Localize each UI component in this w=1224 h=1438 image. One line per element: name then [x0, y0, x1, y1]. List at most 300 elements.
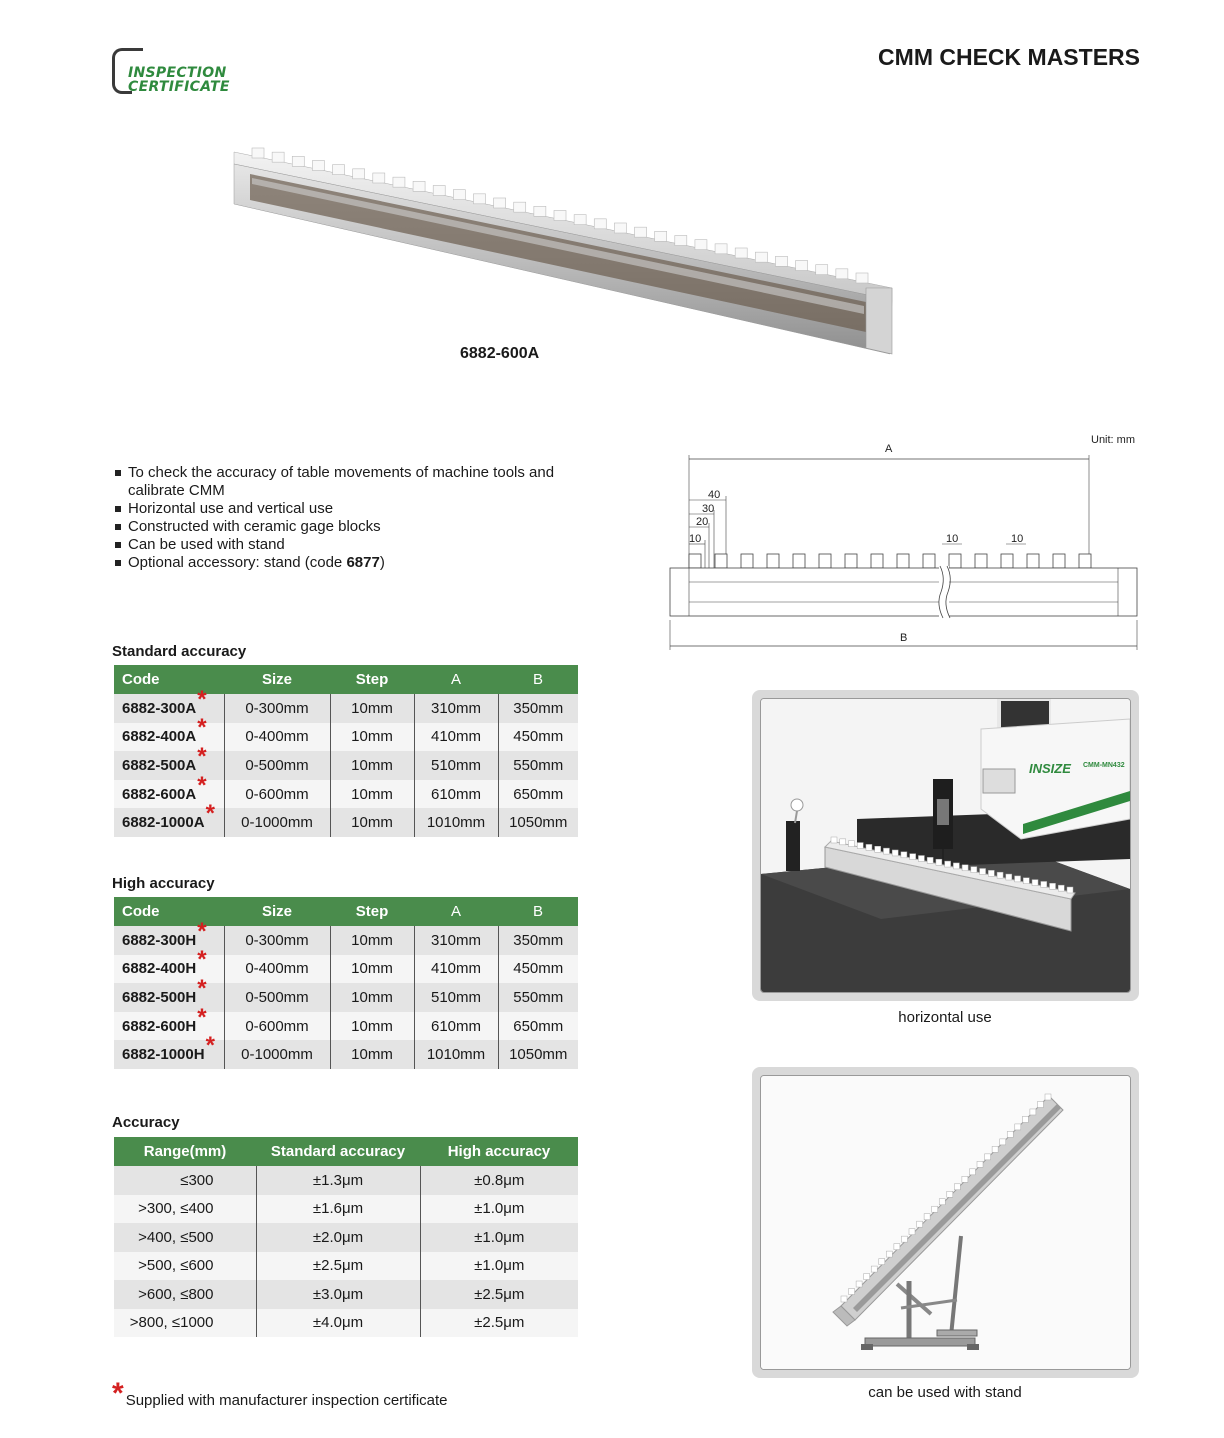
gage-block-icon [272, 152, 284, 162]
gage-block-icon [917, 1221, 923, 1227]
table-row [114, 1040, 578, 1069]
gage-block-icon [849, 1289, 855, 1295]
gage-block-icon [767, 554, 779, 568]
table-cell [414, 955, 498, 984]
cell-text: 10mm [351, 931, 393, 949]
table-cell: ±2.5μm [420, 1280, 578, 1309]
table-cell [498, 694, 578, 723]
cell-text: 6882-300A [122, 699, 197, 717]
gage-block-icon [775, 256, 787, 266]
gage-block-icon [1041, 881, 1047, 887]
table-cell: ±2.5μm [420, 1309, 578, 1338]
cell-text: 310mm [430, 699, 482, 717]
feature-item: To check the accuracy of table movements of machine tools and calibrate CMM [114, 464, 594, 500]
gage-block-icon [1067, 887, 1073, 893]
cell-text: 450mm [513, 728, 564, 746]
certificate-star-icon: * [205, 800, 215, 828]
cell-text: 6882-1000A [122, 814, 205, 832]
table-cell [330, 780, 414, 809]
table-cell [498, 955, 578, 984]
gage-block-icon [975, 554, 987, 568]
table-cell [224, 751, 330, 780]
gage-block-icon [980, 868, 986, 874]
gage-block-icon [892, 850, 898, 856]
gage-block-icon [1007, 1131, 1013, 1137]
gage-block-icon [292, 156, 304, 166]
gage-block-icon [1045, 1094, 1051, 1100]
table-cell [224, 723, 330, 752]
cell-text: 6882-500A [122, 756, 197, 774]
gage-block-icon [735, 248, 747, 258]
feature-item: Constructed with ceramic gage blocks [114, 518, 594, 536]
table-row [114, 1309, 578, 1338]
dim-10-label: 10 [689, 533, 702, 545]
footnote-text: Supplied with manufacturer inspection certificate [125, 1392, 448, 1409]
table-cell: >600, ≤800 [114, 1280, 256, 1309]
table-cell: ±2.0μm [256, 1223, 420, 1252]
feature-close: ) [379, 554, 385, 571]
gage-block-icon [836, 269, 848, 279]
header-b: B [498, 897, 578, 926]
table-cell [498, 780, 578, 809]
stand-photo [760, 1075, 1131, 1370]
table-cell [414, 1040, 498, 1069]
cell-text: 6882-600H [122, 1017, 197, 1035]
table-row [114, 926, 578, 955]
gage-block-icon [897, 554, 909, 568]
table-cell: >800, ≤1000 [114, 1309, 256, 1338]
table-cell [498, 1012, 578, 1041]
gage-block-icon [856, 273, 868, 283]
dim-40-label: 40 [708, 489, 721, 501]
table-cell: ±3.0μm [256, 1280, 420, 1309]
stand-illustration [761, 1076, 1130, 1369]
code-cell [114, 742, 224, 780]
gage-block-icon [816, 265, 828, 275]
gage-block-icon [864, 1274, 870, 1280]
code-cell [114, 917, 224, 955]
table-cell [414, 983, 498, 1012]
table-row [114, 1195, 578, 1224]
header-range: Range(mm) [114, 1137, 256, 1166]
gage-block-icon [871, 1266, 877, 1272]
code-cell [114, 946, 224, 984]
cell-text: 310mm [430, 931, 482, 949]
cell-text: 6882-400A [122, 728, 197, 746]
table-cell [414, 694, 498, 723]
gage-block-icon [675, 236, 687, 246]
cell-text: 410mm [430, 960, 482, 978]
cell-text: 1010mm [426, 814, 486, 832]
gage-block-icon [715, 554, 727, 568]
gage-block-icon [848, 841, 854, 847]
code-cell [114, 800, 224, 837]
horizontal-use-photo [760, 698, 1131, 993]
table-row [114, 1223, 578, 1252]
accuracy-title: Accuracy [112, 1114, 180, 1131]
gage-block-icon [831, 837, 837, 843]
cell-text: 6882-1000H [122, 1046, 205, 1064]
cell-text: 610mm [430, 785, 482, 803]
gage-block-icon [949, 554, 961, 568]
gage-block-icon [856, 1281, 862, 1287]
gage-block-icon [655, 231, 667, 241]
dimension-diagram [664, 430, 1144, 652]
cell-text: 0-500mm [245, 988, 309, 1006]
table-cell [498, 983, 578, 1012]
inspection-certificate-logo [112, 48, 252, 94]
gage-block-icon [353, 169, 365, 179]
gage-block-icon [1058, 885, 1064, 891]
gage-block-icon [312, 161, 324, 171]
gage-block-icon [953, 863, 959, 869]
table-row [114, 1280, 578, 1309]
table-cell [224, 808, 330, 837]
header-b: B [498, 665, 578, 694]
cell-text: 6882-400H [122, 960, 197, 978]
cell-text: 350mm [513, 699, 564, 717]
gage-block-icon [923, 554, 935, 568]
dim-10-label: 10 [1011, 533, 1024, 545]
table-cell [414, 926, 498, 955]
page-title: CMM CHECK MASTERS [878, 44, 1140, 70]
gage-block-icon [866, 844, 872, 850]
cell-text: 650mm [513, 1017, 564, 1035]
accuracy-table [114, 1137, 578, 1337]
certificate-star-icon: * [197, 742, 207, 770]
table-cell [414, 808, 498, 837]
cell-text: 650mm [513, 785, 564, 803]
code-cell [114, 714, 224, 752]
gage-block-icon [796, 261, 808, 271]
product-caption: 6882-600A [460, 345, 540, 362]
table-cell [498, 808, 578, 837]
table-cell [498, 926, 578, 955]
horizontal-use-caption: horizontal use [898, 1009, 992, 1026]
table-cell: ±4.0μm [256, 1309, 420, 1338]
gage-block-icon [1079, 554, 1091, 568]
gage-block-icon [1023, 878, 1029, 884]
gage-block-icon [910, 854, 916, 860]
gage-block-icon [845, 554, 857, 568]
table-cell [414, 723, 498, 752]
cmm-machine-illustration [761, 699, 1130, 992]
gage-block-icon [741, 554, 753, 568]
gage-block-icon [977, 1161, 983, 1167]
high-accuracy-title: High accuracy [112, 875, 215, 892]
gage-block-icon [871, 554, 883, 568]
cell-text: 0-400mm [245, 960, 309, 978]
cell-text: 6882-300H [122, 931, 197, 949]
gage-block-icon [1015, 1124, 1021, 1130]
cell-text: 10mm [351, 1017, 393, 1035]
gage-block-icon [927, 857, 933, 863]
gage-block-icon [997, 872, 1003, 878]
gage-block-icon [755, 252, 767, 262]
gage-block-icon [936, 859, 942, 865]
certificate-star-icon: * [197, 1003, 207, 1031]
table-cell: ±1.3μm [256, 1166, 420, 1195]
stand-photo-frame [752, 1067, 1139, 1378]
table-cell: ±1.0μm [420, 1195, 578, 1224]
table-row [114, 723, 578, 752]
gage-block-icon [840, 839, 846, 845]
header-step: Step [330, 897, 414, 926]
table-row [114, 983, 578, 1012]
gage-block-icon [819, 554, 831, 568]
gage-block-icon [635, 227, 647, 237]
gage-block-icon [883, 848, 889, 854]
stand-caption: can be used with stand [868, 1384, 1022, 1401]
table-cell [330, 983, 414, 1012]
table-cell [224, 955, 330, 984]
table-cell [224, 926, 330, 955]
logo-line-2: CERTIFICATE [128, 79, 230, 95]
table-cell: ±2.5μm [256, 1252, 420, 1281]
cell-text: 0-300mm [245, 931, 309, 949]
gage-block-icon [1000, 1139, 1006, 1145]
gage-block-icon [945, 861, 951, 867]
gage-block-icon [1006, 874, 1012, 880]
cell-text: 0-300mm [245, 699, 309, 717]
gage-block-icon [909, 1229, 915, 1235]
code-cell [114, 685, 224, 723]
gage-block-icon [988, 870, 994, 876]
table-cell [224, 1040, 330, 1069]
cell-text: 10mm [351, 988, 393, 1006]
gage-block-icon [886, 1251, 892, 1257]
cell-text: 6882-600A [122, 785, 197, 803]
gage-block-icon [715, 244, 727, 254]
table-header-row [114, 897, 578, 926]
certificate-star-icon: * [197, 946, 207, 974]
gage-block-icon [901, 852, 907, 858]
certificate-star-icon: * [197, 685, 207, 713]
gage-block-icon [534, 206, 546, 216]
table-cell: ±1.0μm [420, 1252, 578, 1281]
stand-code: 6877 [346, 554, 380, 571]
table-cell: ≤300 [114, 1166, 256, 1195]
gage-block-icon [373, 173, 385, 183]
gage-block-icon [554, 211, 566, 221]
gage-block-icon [947, 1191, 953, 1197]
gage-block-icon [992, 1146, 998, 1152]
gage-block-icon [473, 194, 485, 204]
cell-text: 0-500mm [245, 756, 309, 774]
cell-text: 0-1000mm [241, 1046, 313, 1064]
gage-block-icon [954, 1184, 960, 1190]
gage-block-icon [939, 1199, 945, 1205]
table-cell [224, 694, 330, 723]
gage-block-icon [932, 1206, 938, 1212]
gage-block-icon [514, 202, 526, 212]
certificate-star-icon: * [197, 974, 207, 1002]
table-cell [414, 780, 498, 809]
table-cell: >300, ≤400 [114, 1195, 256, 1224]
standard-accuracy-title: Standard accuracy [112, 643, 247, 660]
footnote-star: * [112, 1377, 124, 1410]
gage-block-icon [1030, 1109, 1036, 1115]
table-cell [414, 751, 498, 780]
gage-block-icon [1022, 1116, 1028, 1122]
machine-model-label: CMM-MN432 [1083, 762, 1125, 769]
gage-block-icon [1037, 1101, 1043, 1107]
table-cell: >400, ≤500 [114, 1223, 256, 1252]
table-cell [498, 751, 578, 780]
certificate-star-icon: * [197, 917, 207, 945]
cell-text: 0-600mm [245, 1017, 309, 1035]
cell-text: 10mm [351, 814, 393, 832]
table-row [114, 1166, 578, 1195]
table-cell [330, 955, 414, 984]
gage-block-icon [924, 1214, 930, 1220]
header-size: Size [224, 897, 330, 926]
cell-text: 410mm [430, 728, 482, 746]
dim-20-label: 20 [696, 516, 709, 528]
dim-30-label: 30 [702, 503, 715, 515]
certificate-star-icon: * [205, 1032, 215, 1060]
table-cell: ±1.0μm [420, 1223, 578, 1252]
gage-block-icon [1053, 554, 1065, 568]
table-header-row [114, 1137, 578, 1166]
footnote [112, 1377, 448, 1410]
feature-text: Optional accessory: stand (code [128, 554, 347, 571]
logo-line-1: INSPECTION [128, 65, 227, 81]
cell-text: 10mm [351, 699, 393, 717]
table-cell [224, 1012, 330, 1041]
code-cell [114, 1032, 224, 1069]
table-cell [224, 780, 330, 809]
gage-block-icon [413, 181, 425, 191]
gage-block-icon [969, 1169, 975, 1175]
cell-text: 1010mm [426, 1046, 486, 1064]
gage-block-icon [971, 867, 977, 873]
gage-block-icon [793, 554, 805, 568]
table-row [114, 1252, 578, 1281]
gage-block-icon [894, 1244, 900, 1250]
cell-text: 10mm [351, 1046, 393, 1064]
table-header-row [114, 665, 578, 694]
cell-text: 0-400mm [245, 728, 309, 746]
gage-block-icon [1050, 883, 1056, 889]
gage-block-icon [433, 186, 445, 196]
gage-block-icon [1032, 880, 1038, 886]
dim-10-label: 10 [946, 533, 959, 545]
gage-block-icon [901, 1236, 907, 1242]
gage-block-icon [875, 846, 881, 852]
cell-text: 0-600mm [245, 785, 309, 803]
header-code: Code [114, 897, 224, 926]
table-cell [330, 723, 414, 752]
dim-a-label: A [885, 443, 893, 455]
table-row [114, 751, 578, 780]
cell-text: 550mm [513, 988, 564, 1006]
certificate-star-icon: * [197, 714, 207, 742]
table-cell [498, 1040, 578, 1069]
standard-accuracy-table [114, 665, 578, 837]
dim-b-label: B [900, 632, 908, 644]
table-cell [498, 723, 578, 752]
table-cell [330, 1040, 414, 1069]
table-row [114, 808, 578, 837]
cell-text: 6882-500H [122, 988, 197, 1006]
gage-block-icon [333, 165, 345, 175]
cell-text: 610mm [430, 1017, 482, 1035]
gage-block-icon [689, 554, 701, 568]
table-row [114, 1012, 578, 1041]
gage-block-icon [985, 1154, 991, 1160]
gage-block-icon [252, 148, 264, 158]
certificate-star-icon: * [197, 771, 207, 799]
cell-text: 10mm [351, 785, 393, 803]
gage-block-icon [879, 1259, 885, 1265]
gage-block-icon [918, 856, 924, 862]
header-high-accuracy: High accuracy [420, 1137, 578, 1166]
cell-text: 450mm [513, 960, 564, 978]
gage-block-icon [574, 215, 586, 225]
feature-item [114, 554, 594, 572]
table-cell [330, 1012, 414, 1041]
header-size: Size [224, 665, 330, 694]
table-cell [224, 983, 330, 1012]
cell-text: 1050mm [509, 814, 568, 832]
table-cell [330, 751, 414, 780]
cell-text: 350mm [513, 931, 564, 949]
table-row [114, 780, 578, 809]
unit-label: Unit: mm [1091, 434, 1135, 446]
cell-text: 10mm [351, 756, 393, 774]
gage-block-icon [857, 843, 863, 849]
cell-text: 550mm [513, 756, 564, 774]
table-row [114, 955, 578, 984]
gage-block-icon [614, 223, 626, 233]
gage-block-icon [695, 240, 707, 250]
gage-block-icon [841, 1296, 847, 1302]
cell-text: 10mm [351, 960, 393, 978]
header-a: A [414, 665, 498, 694]
table-cell [414, 1012, 498, 1041]
gage-block-icon [962, 865, 968, 871]
feature-item: Can be used with stand [114, 536, 594, 554]
check-master-product-image [226, 138, 898, 358]
table-cell: ±1.6μm [256, 1195, 420, 1224]
gage-block-icon [494, 198, 506, 208]
gage-block-icon [962, 1176, 968, 1182]
gage-block-icon [1027, 554, 1039, 568]
horizontal-use-photo-frame [752, 690, 1139, 1001]
cell-text: 0-1000mm [241, 814, 313, 832]
feature-list [114, 464, 594, 572]
machine-brand-label: INSIZE [1029, 761, 1071, 776]
header-a: A [414, 897, 498, 926]
gage-block-icon [1001, 554, 1013, 568]
high-accuracy-table [114, 897, 578, 1069]
feature-item: Horizontal use and vertical use [114, 500, 594, 518]
cell-text: 1050mm [509, 1046, 568, 1064]
table-cell: >500, ≤600 [114, 1252, 256, 1281]
cell-text: 10mm [351, 728, 393, 746]
gage-block-icon [393, 177, 405, 187]
cell-text: 510mm [430, 988, 482, 1006]
header-code: Code [114, 665, 224, 694]
gage-block-icon [453, 190, 465, 200]
table-row [114, 694, 578, 723]
table-cell [330, 926, 414, 955]
cell-text: 510mm [430, 756, 482, 774]
table-cell [330, 694, 414, 723]
header-step: Step [330, 665, 414, 694]
code-cell [114, 974, 224, 1012]
